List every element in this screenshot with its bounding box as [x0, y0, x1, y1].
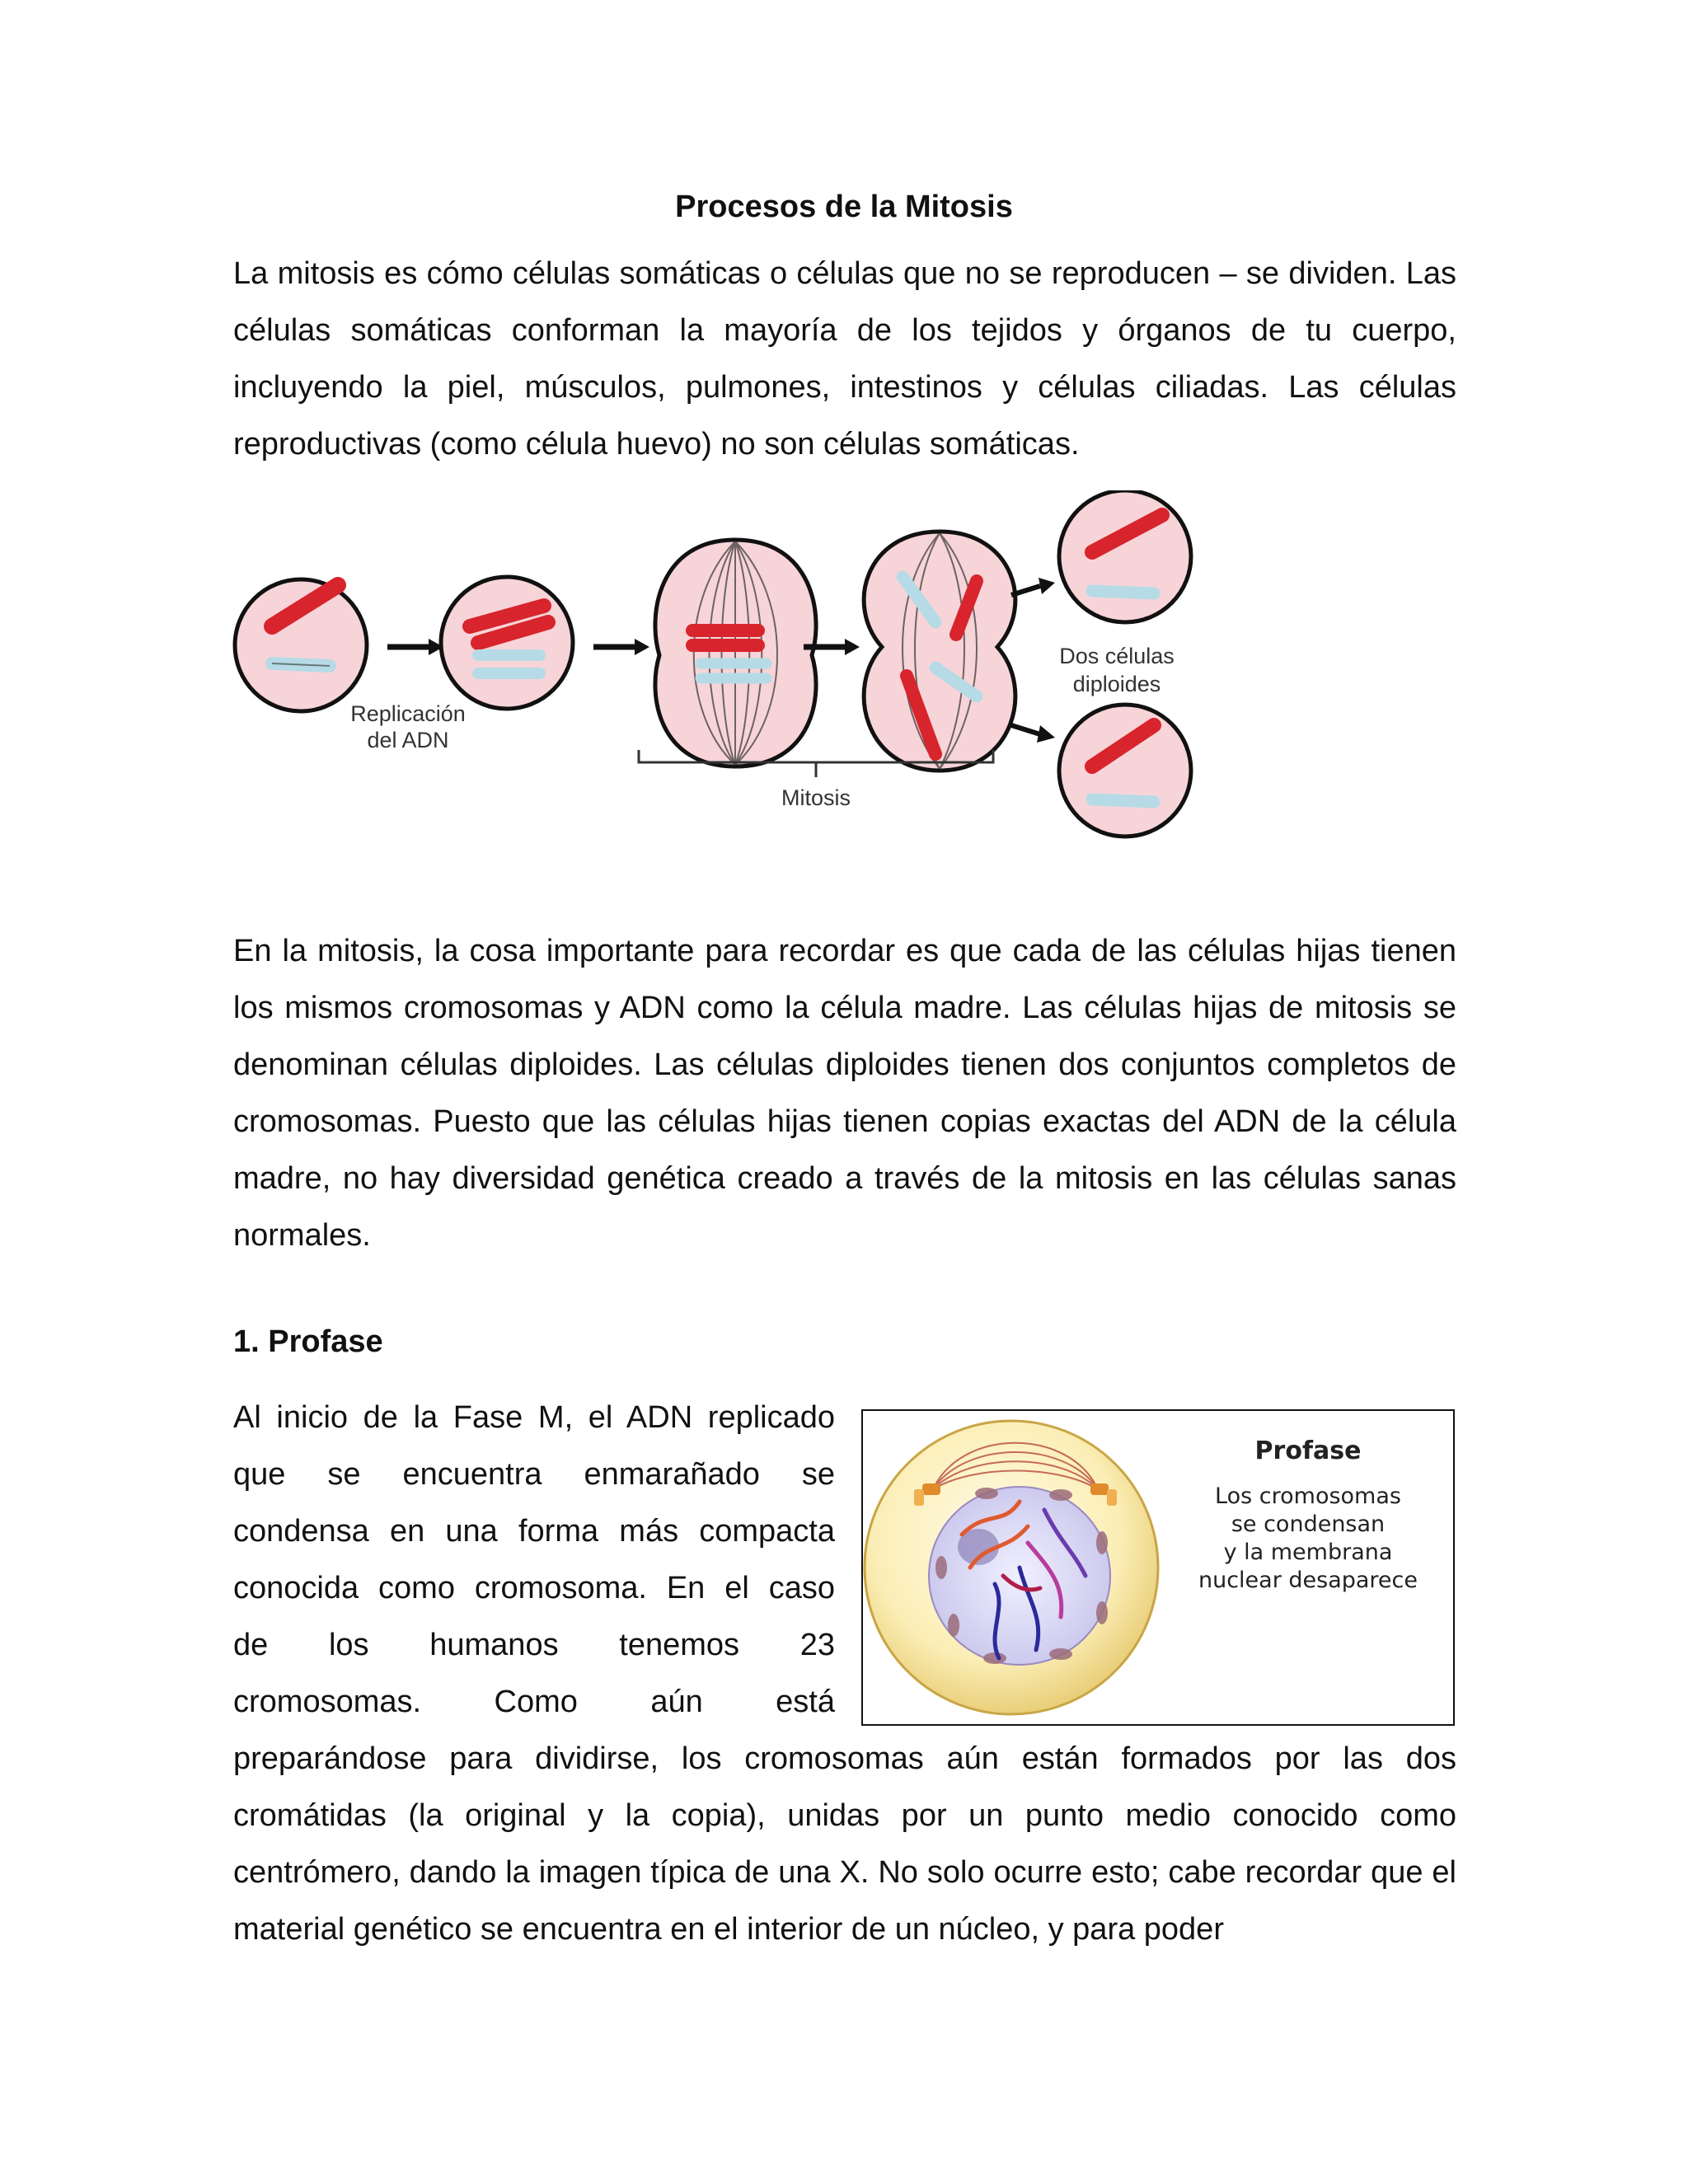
wrap-line: condensa en una forma más compacta — [233, 1514, 835, 1549]
cell-1 — [235, 579, 367, 711]
paragraph-2: En la mitosis, la cosa importante para recordar es que cada de las células hijas tienen los mismos cromosomas y ADN como la célula madre. Las células hijas de mitosis se denominan células diploides. Las células diploides tienen dos conjuntos completos de cromosomas. Puesto que las células hijas tienen copias exactas del ADN de la célula madre, no hay diversidad genética creado a través de la mitosis en las células sanas normales. — [233, 934, 1456, 1253]
replication-label-2: del ADN — [367, 728, 449, 752]
daughter-cell-top — [1059, 490, 1191, 622]
profase-figure-line2: se condensan — [1231, 1511, 1386, 1537]
profase-illustration — [863, 1411, 1453, 1724]
mitosis-label: Mitosis — [781, 785, 851, 810]
intro-paragraph: La mitosis es cómo células somáticas o células que no se reproducen – se dividen. Las células somáticas conforman la mayoría de los tejidos y órganos de tu cuerpo, incluyendo la piel, músculos, pulmones, intestinos y células ciliadas. Las células reproductivas (como célula huevo) no son células somáticas. — [233, 256, 1456, 462]
profase-figure-line4: nuclear desaparece — [1198, 1568, 1418, 1593]
section-heading-profase: 1. Profase — [233, 1324, 383, 1359]
wrap-line: de los humanos tenemos 23 — [233, 1628, 835, 1662]
profase-figure-title: Profase — [1254, 1436, 1362, 1465]
profase-wrap-text — [233, 1390, 835, 1731]
arrow-icon — [1011, 725, 1040, 734]
profase-figure-line1: Los cromosomas — [1215, 1483, 1401, 1509]
wrap-line: Al inicio de la Fase M, el ADN replicado — [233, 1400, 835, 1435]
diploid-label-2: diploides — [1072, 672, 1161, 696]
page-title: Procesos de la Mitosis — [675, 190, 1013, 224]
replication-label-1: Replicación — [350, 701, 466, 726]
wrap-line: cromosomas. Como aún está — [233, 1685, 835, 1719]
cell-3 — [655, 540, 816, 766]
wrap-line: conocida como cromosoma. En el caso — [233, 1571, 835, 1605]
wrap-line: que se encuentra enmarañado se — [233, 1457, 835, 1492]
mitosis-figure — [231, 490, 1203, 853]
profase-figure-line3: y la membrana — [1223, 1540, 1393, 1565]
profase-figure — [861, 1409, 1455, 1726]
cell-2 — [441, 577, 573, 709]
profase-continuation: preparándose para dividirse, los cromosomas aún están formados por las dos cromátidas (la original y la copia), unidas por un punto medio conocido como centrómero, dando la imagen típica de una X. No solo ocurre esto; cabe recordar que el material genético se encuentra en el interior de un núcleo, y para poder — [233, 1741, 1456, 1947]
cell-4 — [864, 532, 1015, 771]
daughter-cell-bottom — [1059, 705, 1191, 837]
diploid-label-1: Dos células — [1059, 644, 1175, 668]
